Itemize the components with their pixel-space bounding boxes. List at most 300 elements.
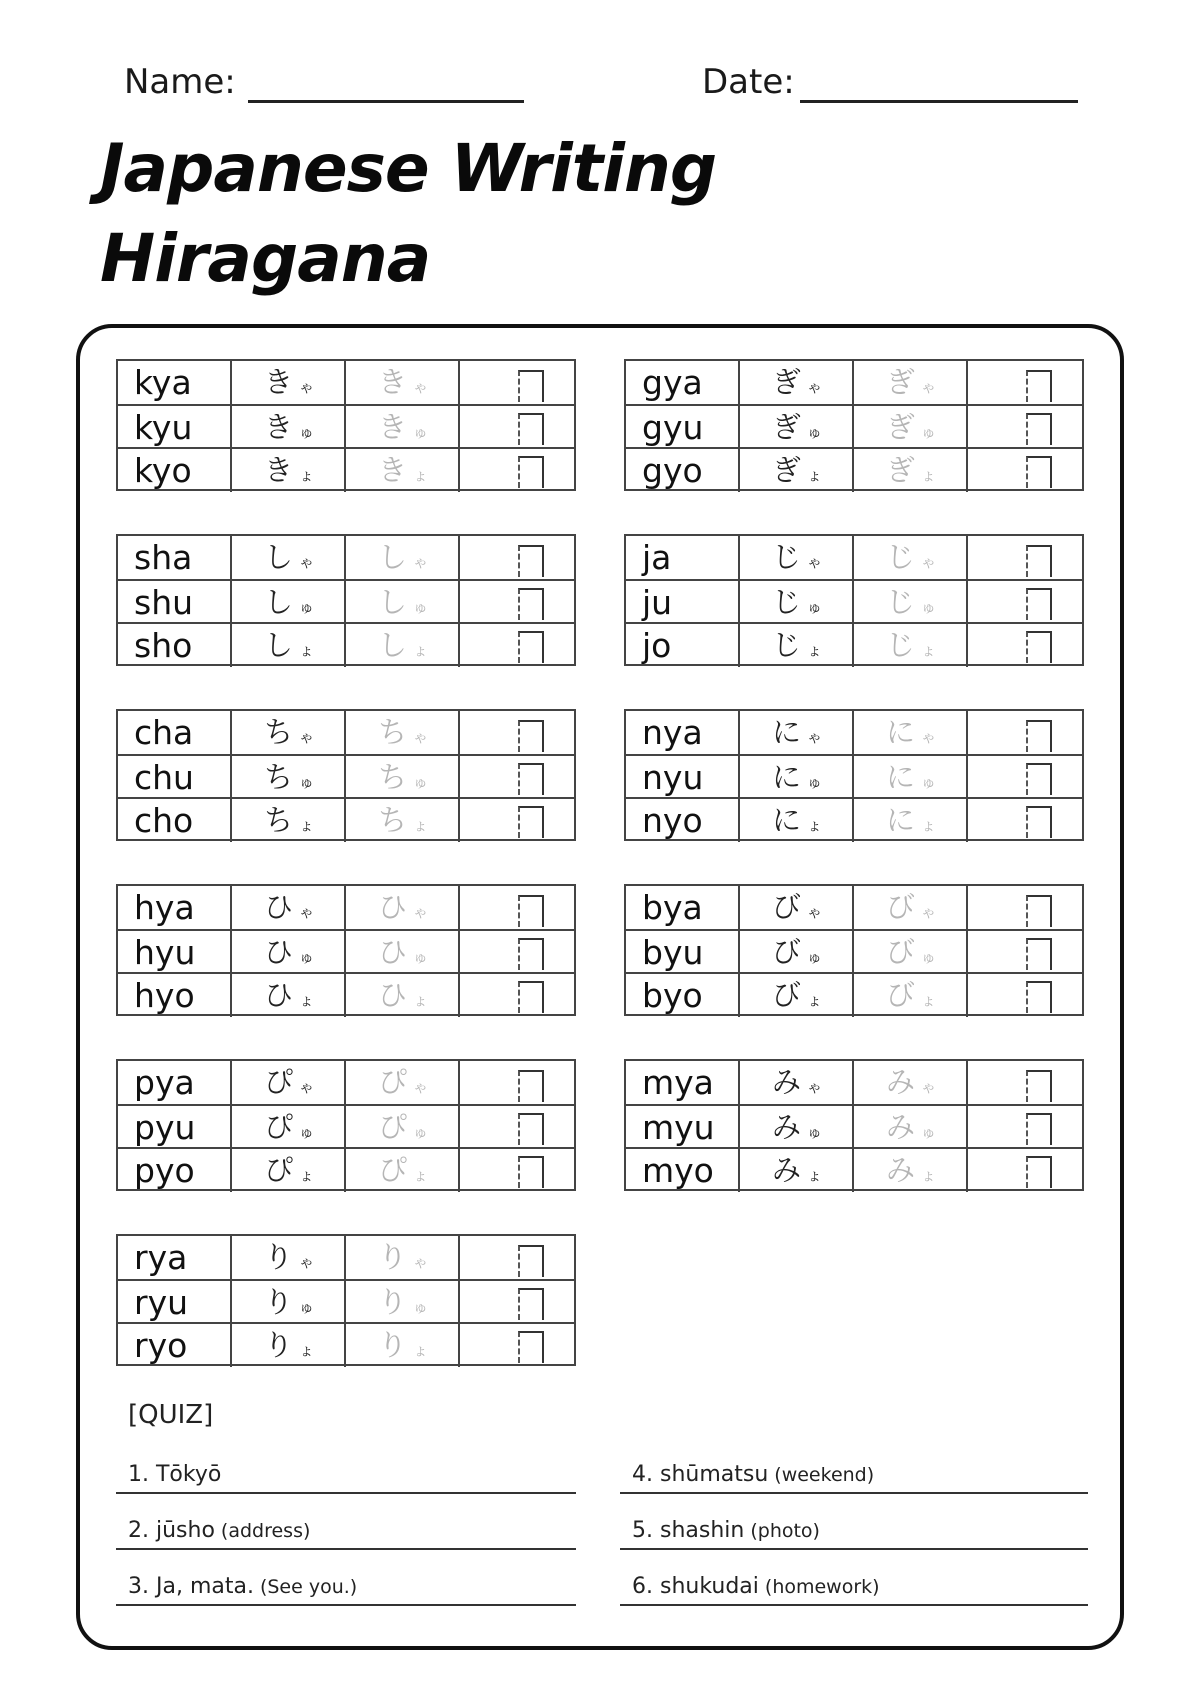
trace-kana	[346, 711, 460, 754]
trace-kana	[854, 1061, 968, 1104]
practice-row	[626, 1061, 1082, 1104]
kana-char: き	[378, 410, 408, 444]
romaji-label: ju	[626, 581, 740, 624]
quiz-hint: (See you.)	[259, 1576, 358, 1598]
name-field[interactable]	[248, 100, 524, 103]
writing-box[interactable]	[1026, 588, 1052, 620]
small-kana-char: ゃ	[921, 378, 937, 396]
practice-row	[118, 536, 574, 579]
kana-char: き	[378, 365, 408, 399]
romaji-label: ja	[626, 536, 740, 579]
small-kana-char: ょ	[921, 641, 937, 659]
model-kana	[232, 449, 346, 492]
kana-char: し	[264, 585, 294, 619]
kana-char: じ	[886, 540, 916, 574]
kana-char: し	[264, 540, 294, 574]
writing-box[interactable]	[518, 938, 544, 970]
romaji-label: cho	[118, 799, 232, 842]
kana-char: り	[264, 1240, 294, 1274]
small-kana-char: ゅ	[807, 423, 823, 441]
kana-char: ち	[378, 760, 408, 794]
name-label: Name:	[124, 62, 236, 102]
small-kana-char: ゃ	[921, 903, 937, 921]
model-kana	[232, 711, 346, 754]
small-kana-char: ゅ	[299, 598, 315, 616]
romaji-label: hyu	[118, 931, 232, 974]
trace-kana	[346, 931, 460, 974]
kana-char: じ	[772, 540, 802, 574]
writing-box[interactable]	[1026, 456, 1052, 488]
small-kana-char: ょ	[413, 991, 429, 1009]
quiz-answer-line[interactable]	[116, 1604, 576, 1606]
kana-char: ぴ	[378, 1110, 408, 1144]
quiz-word: 2. jūsho	[128, 1518, 215, 1543]
model-kana	[740, 1149, 854, 1192]
kana-char: し	[378, 585, 408, 619]
kana-char: ぴ	[378, 1065, 408, 1099]
romaji-label: nya	[626, 711, 740, 754]
writing-box[interactable]	[518, 1331, 544, 1363]
kana-char: き	[264, 453, 294, 487]
model-kana	[232, 361, 346, 404]
model-kana	[740, 536, 854, 579]
writing-box[interactable]	[518, 631, 544, 663]
writing-box[interactable]	[518, 456, 544, 488]
writing-cell[interactable]	[460, 1236, 574, 1279]
model-kana	[232, 799, 346, 842]
writing-box[interactable]	[1026, 413, 1052, 445]
practice-row	[626, 361, 1082, 404]
kana-char: に	[772, 760, 802, 794]
trace-kana	[854, 581, 968, 624]
small-kana-char: ょ	[413, 466, 429, 484]
model-kana	[232, 1149, 346, 1192]
romaji-label: hya	[118, 886, 232, 929]
kana-char: ひ	[378, 890, 408, 924]
romaji-label: nyu	[626, 756, 740, 799]
trace-kana	[854, 536, 968, 579]
kana-char: み	[772, 1153, 802, 1187]
practice-row	[118, 1279, 574, 1324]
writing-cell[interactable]	[460, 361, 574, 404]
kana-char: り	[264, 1285, 294, 1319]
romaji-label: chu	[118, 756, 232, 799]
kana-char: ぎ	[886, 410, 916, 444]
writing-box[interactable]	[518, 895, 544, 927]
practice-group	[116, 1234, 576, 1366]
romaji-label: pyo	[118, 1149, 232, 1192]
writing-box[interactable]	[1026, 938, 1052, 970]
kana-char: に	[886, 715, 916, 749]
trace-kana	[854, 1149, 968, 1192]
romaji-label: mya	[626, 1061, 740, 1104]
writing-box[interactable]	[1026, 720, 1052, 752]
romaji-label: shu	[118, 581, 232, 624]
writing-cell[interactable]	[460, 536, 574, 579]
romaji-label: gya	[626, 361, 740, 404]
romaji-label: pya	[118, 1061, 232, 1104]
kana-char: び	[886, 978, 916, 1012]
writing-box[interactable]	[518, 1070, 544, 1102]
kana-char: し	[378, 540, 408, 574]
practice-row	[626, 972, 1082, 1017]
kana-char: に	[772, 803, 802, 837]
writing-box[interactable]	[518, 981, 544, 1013]
practice-row	[626, 711, 1082, 754]
quiz-hint: (photo)	[750, 1520, 820, 1542]
small-kana-char: ゅ	[921, 948, 937, 966]
writing-cell[interactable]	[968, 449, 1082, 492]
writing-cell[interactable]	[460, 406, 574, 449]
trace-kana	[346, 1236, 460, 1279]
quiz-answer-line[interactable]	[620, 1492, 1088, 1494]
model-kana	[740, 406, 854, 449]
kana-char: り	[378, 1285, 408, 1319]
practice-row	[626, 797, 1082, 842]
small-kana-char: ゃ	[413, 903, 429, 921]
small-kana-char: ょ	[299, 466, 315, 484]
kana-char: び	[772, 978, 802, 1012]
small-kana-char: ょ	[299, 641, 315, 659]
kana-char: じ	[886, 628, 916, 662]
small-kana-char: ゅ	[413, 598, 429, 616]
quiz-word: 1. Tōkyō	[128, 1462, 222, 1487]
small-kana-char: ょ	[413, 1341, 429, 1359]
writing-box[interactable]	[518, 720, 544, 752]
writing-cell[interactable]	[460, 624, 574, 667]
writing-cell[interactable]	[968, 886, 1082, 929]
trace-kana	[346, 581, 460, 624]
kana-char: び	[886, 890, 916, 924]
practice-row	[626, 579, 1082, 624]
practice-row	[626, 1147, 1082, 1192]
quiz-item	[632, 1574, 880, 1599]
kana-char: ぎ	[772, 365, 802, 399]
practice-row	[626, 622, 1082, 667]
kana-char: ぴ	[264, 1110, 294, 1144]
small-kana-char: ょ	[807, 466, 823, 484]
writing-box[interactable]	[518, 1113, 544, 1145]
romaji-label: myo	[626, 1149, 740, 1192]
writing-cell[interactable]	[968, 1149, 1082, 1192]
writing-box[interactable]	[1026, 631, 1052, 663]
small-kana-char: ゅ	[299, 1298, 315, 1316]
writing-cell[interactable]	[968, 624, 1082, 667]
writing-cell[interactable]	[460, 756, 574, 799]
writing-cell[interactable]	[460, 1149, 574, 1192]
model-kana	[740, 886, 854, 929]
small-kana-char: ょ	[921, 466, 937, 484]
kana-char: み	[886, 1110, 916, 1144]
kana-char: ひ	[264, 978, 294, 1012]
small-kana-char: ゃ	[299, 553, 315, 571]
romaji-label: hyo	[118, 974, 232, 1017]
small-kana-char: ょ	[413, 641, 429, 659]
kana-char: ぎ	[886, 365, 916, 399]
writing-cell[interactable]	[968, 1061, 1082, 1104]
small-kana-char: ょ	[921, 816, 937, 834]
kana-char: き	[264, 365, 294, 399]
writing-box[interactable]	[1026, 370, 1052, 402]
romaji-label: gyo	[626, 449, 740, 492]
practice-row	[118, 622, 574, 667]
trace-kana	[854, 1106, 968, 1149]
model-kana	[740, 931, 854, 974]
trace-kana	[854, 886, 968, 929]
writing-box[interactable]	[518, 545, 544, 577]
kana-char: ぴ	[378, 1153, 408, 1187]
quiz-hint: (address)	[220, 1520, 311, 1542]
kana-char: び	[886, 935, 916, 969]
page-title-line2: Hiragana	[100, 220, 431, 297]
small-kana-char: ゅ	[807, 948, 823, 966]
trace-kana	[854, 799, 968, 842]
small-kana-char: ょ	[921, 1166, 937, 1184]
romaji-label: kyu	[118, 406, 232, 449]
trace-kana	[346, 361, 460, 404]
kana-char: ぎ	[772, 410, 802, 444]
romaji-label: ryo	[118, 1324, 232, 1367]
page-title-line1: Japanese Writing	[100, 130, 717, 207]
writing-cell[interactable]	[460, 886, 574, 929]
kana-char: り	[378, 1328, 408, 1362]
romaji-label: byo	[626, 974, 740, 1017]
romaji-label: myu	[626, 1106, 740, 1149]
practice-row	[118, 1104, 574, 1149]
practice-group	[624, 1059, 1084, 1191]
trace-kana	[346, 1061, 460, 1104]
kana-char: み	[772, 1110, 802, 1144]
trace-kana	[346, 406, 460, 449]
practice-group	[624, 884, 1084, 1016]
trace-kana	[346, 1149, 460, 1192]
small-kana-char: ゅ	[299, 1123, 315, 1141]
practice-row	[626, 404, 1082, 449]
model-kana	[232, 1281, 346, 1324]
small-kana-char: ゅ	[807, 773, 823, 791]
kana-char: ぎ	[772, 453, 802, 487]
writing-cell[interactable]	[968, 1106, 1082, 1149]
writing-cell[interactable]	[968, 931, 1082, 974]
trace-kana	[346, 449, 460, 492]
quiz-answer-line[interactable]	[116, 1548, 576, 1550]
romaji-label: gyu	[626, 406, 740, 449]
kana-char: ひ	[378, 935, 408, 969]
small-kana-char: ょ	[299, 816, 315, 834]
writing-box[interactable]	[1026, 1156, 1052, 1188]
small-kana-char: ょ	[299, 1341, 315, 1359]
quiz-item	[128, 1574, 357, 1599]
kana-char: み	[886, 1153, 916, 1187]
kana-char: ち	[264, 803, 294, 837]
date-field[interactable]	[800, 100, 1078, 103]
writing-cell[interactable]	[460, 581, 574, 624]
practice-row	[626, 886, 1082, 929]
quiz-label: [QUIZ]	[128, 1400, 214, 1430]
model-kana	[740, 799, 854, 842]
small-kana-char: ゃ	[807, 553, 823, 571]
romaji-label: nyo	[626, 799, 740, 842]
practice-row	[626, 1104, 1082, 1149]
writing-cell[interactable]	[460, 1061, 574, 1104]
quiz-answer-line[interactable]	[620, 1548, 1088, 1550]
small-kana-char: ゃ	[299, 728, 315, 746]
writing-cell[interactable]	[968, 361, 1082, 404]
small-kana-char: ゅ	[807, 1123, 823, 1141]
quiz-word: 3. Ja, mata.	[128, 1574, 254, 1599]
writing-box[interactable]	[518, 1245, 544, 1277]
romaji-label: rya	[118, 1236, 232, 1279]
model-kana	[232, 536, 346, 579]
writing-box[interactable]	[1026, 895, 1052, 927]
writing-box[interactable]	[1026, 763, 1052, 795]
writing-box[interactable]	[1026, 806, 1052, 838]
quiz-item	[632, 1518, 820, 1543]
practice-row	[118, 1322, 574, 1367]
practice-row	[118, 1147, 574, 1192]
writing-cell[interactable]	[968, 799, 1082, 842]
small-kana-char: ゅ	[413, 1298, 429, 1316]
trace-kana	[854, 624, 968, 667]
practice-group	[116, 534, 576, 666]
trace-kana	[854, 931, 968, 974]
small-kana-char: ゃ	[413, 553, 429, 571]
writing-box[interactable]	[518, 763, 544, 795]
writing-cell[interactable]	[968, 756, 1082, 799]
small-kana-char: ゃ	[413, 378, 429, 396]
trace-kana	[854, 974, 968, 1017]
small-kana-char: ょ	[413, 1166, 429, 1184]
practice-row	[626, 754, 1082, 799]
practice-group	[116, 359, 576, 491]
trace-kana	[346, 974, 460, 1017]
writing-box[interactable]	[1026, 545, 1052, 577]
writing-box[interactable]	[1026, 981, 1052, 1013]
small-kana-char: ゃ	[807, 728, 823, 746]
practice-group	[624, 534, 1084, 666]
small-kana-char: ゅ	[413, 423, 429, 441]
practice-row	[118, 929, 574, 974]
practice-row	[118, 361, 574, 404]
kana-char: し	[378, 628, 408, 662]
small-kana-char: ゃ	[921, 728, 937, 746]
writing-cell[interactable]	[968, 406, 1082, 449]
trace-kana	[854, 449, 968, 492]
date-label: Date:	[702, 62, 795, 102]
small-kana-char: ょ	[921, 991, 937, 1009]
writing-box[interactable]	[518, 588, 544, 620]
trace-kana	[346, 1281, 460, 1324]
small-kana-char: ゅ	[921, 423, 937, 441]
practice-row	[118, 404, 574, 449]
small-kana-char: ゅ	[921, 598, 937, 616]
kana-char: ひ	[264, 890, 294, 924]
writing-cell[interactable]	[460, 974, 574, 1017]
romaji-label: bya	[626, 886, 740, 929]
model-kana	[232, 756, 346, 799]
quiz-hint: (weekend)	[774, 1464, 875, 1486]
writing-cell[interactable]	[460, 931, 574, 974]
writing-box[interactable]	[518, 370, 544, 402]
kana-char: り	[378, 1240, 408, 1274]
writing-box[interactable]	[1026, 1070, 1052, 1102]
writing-box[interactable]	[518, 1288, 544, 1320]
model-kana	[232, 931, 346, 974]
small-kana-char: ゃ	[807, 1078, 823, 1096]
small-kana-char: ゅ	[299, 423, 315, 441]
small-kana-char: ゅ	[413, 948, 429, 966]
kana-char: き	[264, 410, 294, 444]
writing-cell[interactable]	[460, 1324, 574, 1367]
kana-char: ち	[378, 715, 408, 749]
quiz-hint: (homework)	[764, 1576, 880, 1598]
writing-cell[interactable]	[968, 974, 1082, 1017]
model-kana	[740, 974, 854, 1017]
quiz-item	[128, 1518, 310, 1543]
small-kana-char: ゃ	[299, 1078, 315, 1096]
practice-row	[118, 711, 574, 754]
model-kana	[740, 1106, 854, 1149]
kana-char: じ	[772, 585, 802, 619]
trace-kana	[346, 624, 460, 667]
model-kana	[740, 361, 854, 404]
small-kana-char: ゃ	[299, 903, 315, 921]
model-kana	[232, 886, 346, 929]
practice-row	[626, 929, 1082, 974]
quiz-item	[128, 1462, 221, 1487]
model-kana	[740, 624, 854, 667]
trace-kana	[346, 756, 460, 799]
kana-char: ち	[378, 803, 408, 837]
small-kana-char: ょ	[807, 1166, 823, 1184]
writing-cell[interactable]	[460, 1106, 574, 1149]
small-kana-char: ゃ	[921, 553, 937, 571]
small-kana-char: ょ	[299, 1166, 315, 1184]
romaji-label: byu	[626, 931, 740, 974]
writing-cell[interactable]	[460, 799, 574, 842]
small-kana-char: ょ	[807, 641, 823, 659]
quiz-word: 4. shūmatsu	[632, 1462, 769, 1487]
practice-group	[116, 884, 576, 1016]
kana-char: ぴ	[264, 1153, 294, 1187]
quiz-answer-line[interactable]	[116, 1492, 576, 1494]
model-kana	[232, 1106, 346, 1149]
writing-cell[interactable]	[968, 536, 1082, 579]
writing-box[interactable]	[518, 413, 544, 445]
kana-char: び	[772, 935, 802, 969]
practice-group	[624, 359, 1084, 491]
small-kana-char: ゃ	[299, 1253, 315, 1271]
writing-cell[interactable]	[968, 581, 1082, 624]
small-kana-char: ゃ	[921, 1078, 937, 1096]
kana-char: び	[772, 890, 802, 924]
small-kana-char: ゅ	[413, 1123, 429, 1141]
small-kana-char: ゃ	[413, 728, 429, 746]
writing-box[interactable]	[518, 1156, 544, 1188]
quiz-answer-line[interactable]	[620, 1604, 1088, 1606]
trace-kana	[854, 406, 968, 449]
writing-box[interactable]	[518, 806, 544, 838]
writing-cell[interactable]	[460, 1281, 574, 1324]
practice-row	[118, 579, 574, 624]
writing-cell[interactable]	[460, 449, 574, 492]
model-kana	[232, 406, 346, 449]
writing-cell[interactable]	[460, 711, 574, 754]
writing-box[interactable]	[1026, 1113, 1052, 1145]
writing-cell[interactable]	[968, 711, 1082, 754]
small-kana-char: ょ	[807, 991, 823, 1009]
romaji-label: cha	[118, 711, 232, 754]
